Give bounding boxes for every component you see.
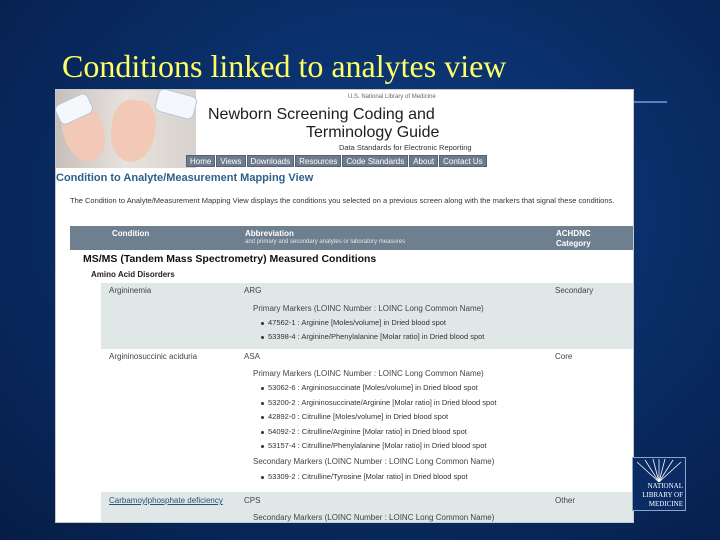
secondary-markers-header: Secondary Markers (LOINC Number : LOINC Long Common Name) [253, 457, 495, 466]
view-intro: The Condition to Analyte/Measurement Mapping View displays the conditions you selected on a previous screen along with the markers that signal these conditions. [70, 196, 615, 205]
marker-text: 53309-2 : Citrulline/Tyrosine [Molar ratio] in Dried blood spot [268, 472, 468, 481]
condition-link-cps[interactable]: Carbamoylphosphate deficiency [109, 496, 223, 505]
nlm-logo [632, 457, 686, 511]
row-condition: Argininemia [109, 286, 152, 295]
bullet-icon [261, 445, 264, 448]
logo-sunburst-icon [633, 458, 685, 482]
marker-item [261, 398, 496, 407]
logo-line2: LIBRARY OF [642, 491, 683, 499]
bullet-icon [261, 322, 264, 325]
col-category-line2: Category [556, 239, 591, 248]
table-row-asa [101, 349, 633, 489]
primary-markers-header: Primary Markers (LOINC Number : LOINC Long Common Name) [253, 369, 484, 378]
nav-about[interactable]: About [409, 155, 438, 167]
section-title: MS/MS (Tandem Mass Spectrometry) Measured Conditions [83, 253, 377, 265]
marker-item [261, 412, 448, 421]
agency-label: U.S. National Library of Medicine [348, 94, 436, 100]
marker-item [261, 383, 478, 392]
table-header [70, 226, 633, 250]
row-abbreviation: ASA [244, 352, 261, 361]
nav-resources[interactable]: Resources [295, 155, 341, 167]
bullet-icon [261, 402, 264, 405]
row-abbreviation: CPS [244, 496, 261, 505]
bullet-icon [261, 416, 264, 419]
marker-text: 54092-2 : Citrulline/Arginine [Molar ratio] in Dried blood spot [268, 427, 467, 436]
col-condition: Condition [112, 229, 150, 238]
primary-markers-header: Primary Markers (LOINC Number : LOINC Long Common Name) [253, 304, 484, 313]
nav-views[interactable]: Views [216, 155, 245, 167]
slide-title: Conditions linked to analytes view [62, 48, 507, 84]
bullet-icon [261, 476, 264, 479]
secondary-markers-header: Secondary Markers (LOINC Number : LOINC Long Common Name) [253, 513, 495, 522]
nav-home[interactable]: Home [186, 155, 215, 167]
marker-text: 53062-6 : Argininosuccinate [Moles/volume] in Dried blood spot [268, 383, 478, 392]
nav-downloads[interactable]: Downloads [247, 155, 295, 167]
site-banner [56, 90, 633, 168]
subsection-title: Amino Acid Disorders [91, 270, 175, 279]
site-nav [186, 155, 488, 167]
row-category: Other [555, 496, 576, 505]
col-abbreviation: Abbreviation [245, 229, 294, 238]
col-category-line1: ACHDNC [556, 229, 591, 238]
row-category: Secondary [555, 286, 594, 295]
view-title: Condition to Analyte/Measurement Mapping View [56, 172, 314, 184]
logo-line1: NATIONAL [647, 482, 683, 490]
site-title-line2: Terminology Guide [306, 124, 440, 141]
row-abbreviation: ARG [244, 286, 262, 295]
bullet-icon [261, 431, 264, 434]
id-band-right [154, 89, 199, 121]
marker-text: 53398-4 : Arginine/Phenylalanine [Molar ratio] in Dried blood spot [268, 332, 485, 341]
marker-text: 53200-2 : Argininosuccinate/Arginine [Molar ratio] in Dried blood spot [268, 398, 497, 407]
row-condition: Argininosuccinic aciduria [109, 352, 198, 361]
nav-contact-us[interactable]: Contact Us [439, 155, 487, 167]
marker-text: 47562-1 : Arginine [Moles/volume] in Dried blood spot [268, 318, 447, 327]
marker-item [261, 332, 484, 341]
marker-text: 42892-0 : Citrulline [Moles/volume] in Dried blood spot [268, 412, 449, 421]
col-abbreviation-sub: and primary and secondary analytes or laboratory measures [245, 239, 406, 245]
site-subtitle: Data Standards for Electronic Reporting [339, 143, 472, 152]
marker-text: 53157-4 : Citrulline/Phenylalanine [Molar ratio] in Dried blood spot [268, 441, 487, 450]
bullet-icon [261, 336, 264, 339]
marker-item [261, 427, 467, 436]
screenshot-panel [55, 89, 634, 523]
baby-feet-image [56, 90, 196, 168]
logo-line3: MEDICINE [648, 500, 683, 508]
baby-foot-right [107, 97, 159, 165]
table-row-arg [101, 283, 633, 349]
marker-item [261, 318, 446, 327]
table-row-cps [101, 492, 633, 522]
marker-item [261, 441, 486, 450]
marker-item [261, 472, 468, 481]
site-title-line1: Newborn Screening Coding and [208, 106, 435, 123]
nav-code-standards[interactable]: Code Standards [342, 155, 408, 167]
bullet-icon [261, 387, 264, 390]
row-category: Core [555, 352, 573, 361]
